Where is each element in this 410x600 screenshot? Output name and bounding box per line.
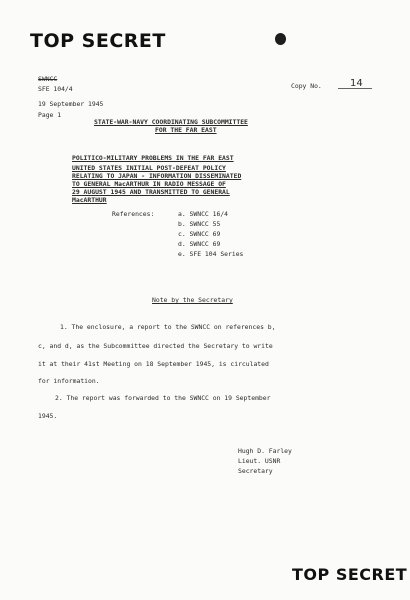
- subject-line: TO GENERAL MacARTHUR IN RADIO MESSAGE OF: [72, 180, 226, 188]
- document-date: 19 September 1945: [38, 100, 104, 108]
- ink-blot: [275, 33, 286, 45]
- body-paragraph-2-line: 2. The report was forwarded to the SWNCC on 19 September: [55, 394, 271, 402]
- page-number: Page 1: [38, 111, 62, 119]
- top-secret-stamp-bottom: TOP SECRET: [292, 565, 408, 584]
- committee-line-2: FOR THE FAR EAST: [155, 126, 217, 134]
- committee-line-1: STATE-WAR-NAVY COORDINATING SUBCOMMITTEE: [94, 118, 248, 126]
- subject-line: UNITED STATES INITIAL POST-DEFEAT POLICY: [72, 164, 226, 172]
- body-paragraph-1-line: c, and d, as the Subcommittee directed the Secretary to write: [38, 342, 273, 350]
- file-number: SFE 104/4: [38, 85, 73, 93]
- struck-classification: SWNCC: [38, 75, 58, 83]
- body-paragraph-1-line: it at their 41st Meeting on 18 September 1945, is circulated: [38, 360, 269, 368]
- body-paragraph-1-line: 1. The enclosure, a report to the SWNCC on references b,: [60, 323, 276, 331]
- copy-number-line: [338, 88, 372, 89]
- top-secret-stamp-top: TOP SECRET: [30, 30, 166, 52]
- copy-number: 14: [350, 78, 363, 89]
- signature-title: Secretary: [238, 467, 273, 475]
- subject-line: MacARTHUR: [72, 196, 107, 204]
- reference-item: d. SWNCC 69: [178, 240, 221, 248]
- subject-line: RELATING TO JAPAN - INFORMATION DISSEMINATED: [72, 172, 242, 180]
- reference-item: b. SWNCC 55: [178, 220, 221, 228]
- signature-rank: Lieut. USNR: [238, 457, 281, 465]
- body-paragraph-2-line: 1945.: [38, 412, 58, 420]
- subject-title: POLITICO-MILITARY PROBLEMS IN THE FAR EAST: [72, 154, 234, 162]
- references-label: References:: [112, 210, 155, 218]
- signature-name: Hugh D. Farley: [238, 447, 292, 455]
- reference-item: a. SWNCC 16/4: [178, 210, 229, 218]
- subject-line: 29 AUGUST 1945 AND TRANSMITTED TO GENERAL: [72, 188, 230, 196]
- body-paragraph-1-line: for information.: [38, 377, 100, 385]
- copy-label: Copy No.: [291, 82, 322, 90]
- note-title: Note by the Secretary: [152, 296, 233, 304]
- reference-item: e. SFE 104 Series: [178, 250, 244, 258]
- reference-item: c. SWNCC 69: [178, 230, 221, 238]
